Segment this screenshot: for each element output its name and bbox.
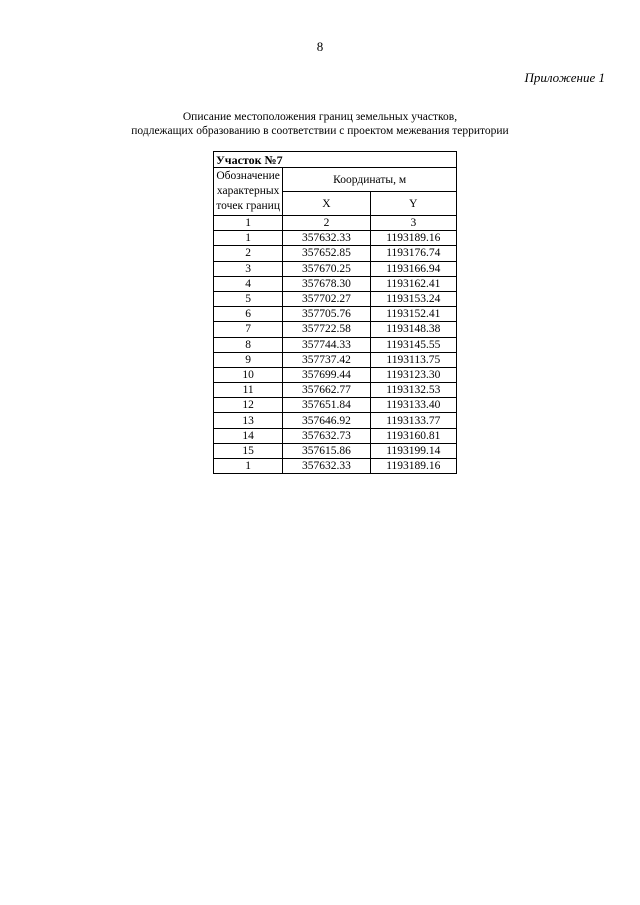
appendix-label: Приложение 1 bbox=[524, 70, 605, 85]
y-coordinate-cell: 1193113.75 bbox=[370, 352, 456, 367]
point-number-cell: 5 bbox=[214, 291, 283, 306]
y-coordinate-cell: 1193162.41 bbox=[370, 276, 456, 291]
y-coordinate-cell: 1193123.30 bbox=[370, 367, 456, 382]
y-coordinate-cell: 1193148.38 bbox=[370, 322, 456, 337]
table-row bbox=[214, 307, 457, 322]
x-coordinate-cell: 357632.73 bbox=[283, 428, 370, 443]
x-coordinate-cell: 357632.33 bbox=[283, 459, 370, 474]
coordinates-header: Координаты, м bbox=[283, 168, 457, 192]
x-coordinate-cell: 357651.84 bbox=[283, 398, 370, 413]
table-row bbox=[214, 352, 457, 367]
y-coordinate-cell: 1193160.81 bbox=[370, 428, 456, 443]
point-number-cell: 13 bbox=[214, 413, 283, 428]
table-row bbox=[214, 291, 457, 306]
column-numbers-row bbox=[214, 216, 457, 231]
y-coordinate-cell: 1193133.40 bbox=[370, 398, 456, 413]
column-number: 3 bbox=[370, 216, 456, 231]
point-number-cell: 15 bbox=[214, 443, 283, 458]
x-coordinate-cell: 357678.30 bbox=[283, 276, 370, 291]
point-number-cell: 8 bbox=[214, 337, 283, 352]
table-row bbox=[214, 398, 457, 413]
y-coordinate-cell: 1193189.16 bbox=[370, 459, 456, 474]
table-row bbox=[214, 337, 457, 352]
table-row bbox=[214, 443, 457, 458]
x-coordinate-cell: 357699.44 bbox=[283, 367, 370, 382]
coordinates-table bbox=[213, 151, 457, 474]
point-number-cell: 6 bbox=[214, 307, 283, 322]
x-coordinate-cell: 357722.58 bbox=[283, 322, 370, 337]
y-coordinate-cell: 1193132.53 bbox=[370, 383, 456, 398]
point-number-cell: 1 bbox=[214, 231, 283, 246]
x-coordinate-cell: 357646.92 bbox=[283, 413, 370, 428]
point-number-cell: 3 bbox=[214, 261, 283, 276]
y-coordinate-cell: 1193189.16 bbox=[370, 231, 456, 246]
x-coordinate-cell: 357702.27 bbox=[283, 291, 370, 306]
table-row bbox=[214, 231, 457, 246]
column-number: 2 bbox=[283, 216, 370, 231]
point-number-cell: 2 bbox=[214, 246, 283, 261]
x-coordinate-cell: 357705.76 bbox=[283, 307, 370, 322]
y-coordinate-cell: 1193153.24 bbox=[370, 291, 456, 306]
point-number-cell: 1 bbox=[214, 459, 283, 474]
y-coordinate-cell: 1193166.94 bbox=[370, 261, 456, 276]
table-title-row bbox=[214, 152, 457, 168]
x-coordinate-cell: 357670.25 bbox=[283, 261, 370, 276]
point-number-cell: 11 bbox=[214, 383, 283, 398]
table-row bbox=[214, 383, 457, 398]
point-number-cell: 4 bbox=[214, 276, 283, 291]
x-header: X bbox=[283, 192, 370, 216]
y-coordinate-cell: 1193133.77 bbox=[370, 413, 456, 428]
page-number: 8 bbox=[316, 39, 324, 54]
table-row bbox=[214, 413, 457, 428]
table-row bbox=[214, 459, 457, 474]
document-heading bbox=[0, 110, 640, 138]
table-row bbox=[214, 261, 457, 276]
point-number-cell: 14 bbox=[214, 428, 283, 443]
table-row bbox=[214, 367, 457, 382]
designation-header: Обозначение характерных точек границ bbox=[214, 168, 283, 216]
y-header: Y bbox=[370, 192, 456, 216]
point-number-cell: 10 bbox=[214, 367, 283, 382]
point-number-cell: 12 bbox=[214, 398, 283, 413]
x-coordinate-cell: 357737.42 bbox=[283, 352, 370, 367]
y-coordinate-cell: 1193176.74 bbox=[370, 246, 456, 261]
x-coordinate-cell: 357652.85 bbox=[283, 246, 370, 261]
table-header-row bbox=[214, 168, 457, 192]
heading-line-1: Описание местоположения границ земельных участков, bbox=[182, 111, 458, 123]
x-coordinate-cell: 357744.33 bbox=[283, 337, 370, 352]
plot-title: Участок №7 bbox=[214, 152, 457, 168]
column-number: 1 bbox=[214, 216, 283, 231]
coordinates-table-body bbox=[214, 152, 457, 474]
x-coordinate-cell: 357662.77 bbox=[283, 383, 370, 398]
table-row bbox=[214, 322, 457, 337]
table-row bbox=[214, 428, 457, 443]
y-coordinate-cell: 1193199.14 bbox=[370, 443, 456, 458]
point-number-cell: 7 bbox=[214, 322, 283, 337]
table-row bbox=[214, 246, 457, 261]
point-number-cell: 9 bbox=[214, 352, 283, 367]
heading-line-2: подлежащих образованию в соответствии с проектом межевания территории bbox=[131, 125, 509, 137]
x-coordinate-cell: 357632.33 bbox=[283, 231, 370, 246]
table-row bbox=[214, 276, 457, 291]
y-coordinate-cell: 1193145.55 bbox=[370, 337, 456, 352]
y-coordinate-cell: 1193152.41 bbox=[370, 307, 456, 322]
x-coordinate-cell: 357615.86 bbox=[283, 443, 370, 458]
